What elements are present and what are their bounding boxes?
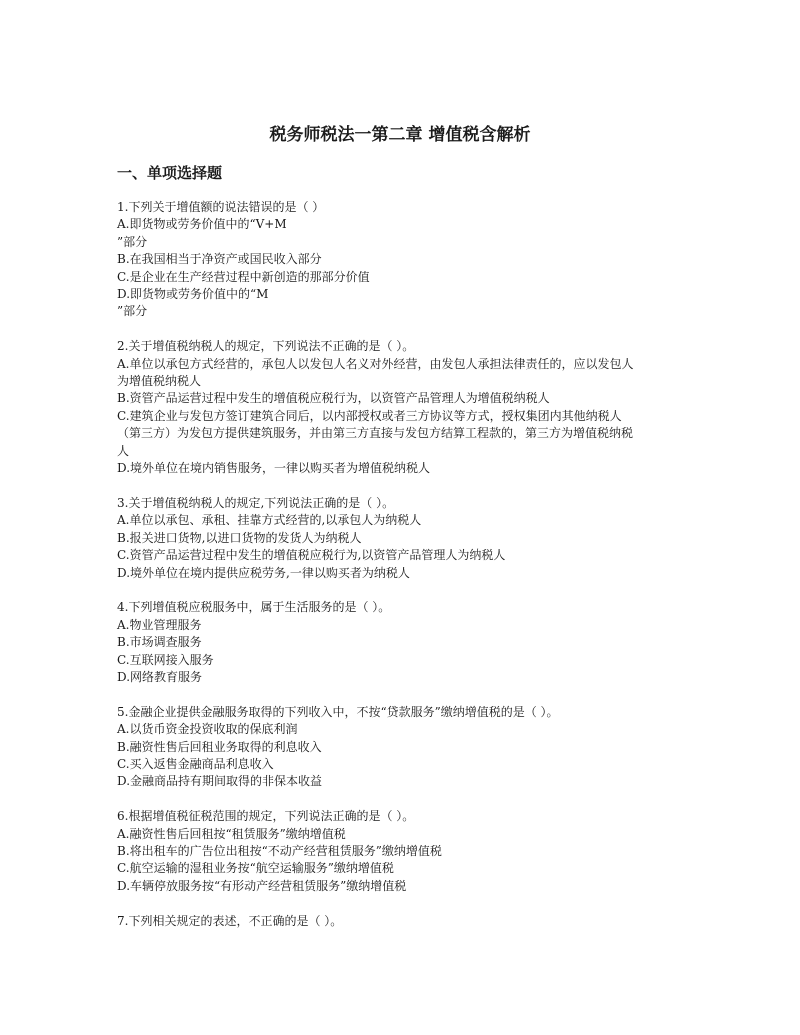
question-list <box>117 199 687 947</box>
option-line: B.在我国相当于净资产或国民收入部分 <box>117 252 322 267</box>
question-stem: 6.根据增值税征税范围的规定，下列说法正确的是（ ）。 <box>117 809 415 824</box>
question-1 <box>117 199 687 321</box>
question-stem: 5.金融企业提供金融服务取得的下列收入中，不按“贷款服务”缴纳增值税的是（ ）。 <box>117 704 559 719</box>
option-line: B.市场调查服务 <box>117 635 202 650</box>
option-line: C.互联网接入服务 <box>117 652 214 667</box>
question-3 <box>117 495 687 582</box>
question-stem: 2.关于增值税纳税人的规定，下列说法不正确的是（ ）。 <box>117 339 415 354</box>
option-line: D.即货物或劳务价值中的“M <box>117 287 269 302</box>
question-6 <box>117 808 687 895</box>
option-line: D.境外单位在境内提供应税劳务,一律以购买者为纳税人 <box>117 565 410 580</box>
option-line: C.买入返售金融商品利息收入 <box>117 756 274 771</box>
option-line: A.即货物或劳务价值中的“V+M <box>117 217 287 232</box>
question-2 <box>117 338 687 477</box>
option-line: B.资管产品运营过程中发生的增值税应税行为，以资管产品管理人为增值税纳税人 <box>117 391 550 406</box>
question-5 <box>117 704 687 791</box>
question-stem: 1.下列关于增值额的说法错误的是（ ） <box>117 200 325 214</box>
option-line: A.以货币资金投资收取的保底利润 <box>117 722 298 737</box>
option-line: D.车辆停放服务按“有形动产经营租赁服务”缴纳增值税 <box>117 878 407 893</box>
option-line: ”部分 <box>117 234 148 249</box>
question-stem: 3.关于增值税纳税人的规定,下列说法正确的是（ ）。 <box>117 495 395 510</box>
option-line: C.是企业在生产经营过程中新创造的那部分价值 <box>117 269 370 284</box>
option-line: D.网络教育服务 <box>117 669 203 684</box>
option-line: B.报关进口货物,以进口货物的发货人为纳税人 <box>117 530 362 545</box>
option-line: C.资管产品运营过程中发生的增值税应税行为,以资管产品管理人为纳税人 <box>117 548 506 563</box>
option-line: 人 <box>117 443 130 458</box>
option-line: C.建筑企业与发包方签订建筑合同后，以内部授权或者三方协议等方式，授权集团内其他纳税人 <box>117 408 622 423</box>
option-line: D.金融商品持有期间取得的非保本收益 <box>117 774 323 789</box>
section-heading: 一、单项选择题 <box>117 164 223 182</box>
option-line: A.单位以承包方式经营的，承包人以发包人名义对外经营，由发包人承担法律责任的，应以发包人 <box>117 356 634 371</box>
option-line: C.航空运输的湿租业务按“航空运输服务”缴纳增值税 <box>117 861 394 876</box>
option-line: 为增值税纳税人 <box>117 374 202 389</box>
option-line: D.境外单位在境内销售服务，一律以购买者为增值税纳税人 <box>117 461 431 476</box>
option-line: （第三方）为发包方提供建筑服务，并由第三方直接与发包方结算工程款的，第三方为增值税纳税 <box>117 426 634 441</box>
question-7 <box>117 913 687 930</box>
option-line: B.融资性售后回租业务取得的利息收入 <box>117 739 322 754</box>
question-stem: 7.下列相关规定的表述，不正确的是（ ）。 <box>117 913 343 928</box>
option-line: A.单位以承包、承租、挂靠方式经营的,以承包人为纳税人 <box>117 513 422 528</box>
option-line: A.融资性售后回租按“租赁服务”缴纳增值税 <box>117 826 346 841</box>
question-stem: 4.下列增值税应税服务中，属于生活服务的是（ ）。 <box>117 600 391 615</box>
option-line: ”部分 <box>117 304 148 319</box>
question-4 <box>117 599 687 686</box>
document-title: 税务师税法一第二章 增值税含解析 <box>269 125 531 145</box>
option-line: A.物业管理服务 <box>117 617 202 632</box>
option-line: B.将出租车的广告位出租按“不动产经营租赁服务”缴纳增值税 <box>117 843 442 858</box>
